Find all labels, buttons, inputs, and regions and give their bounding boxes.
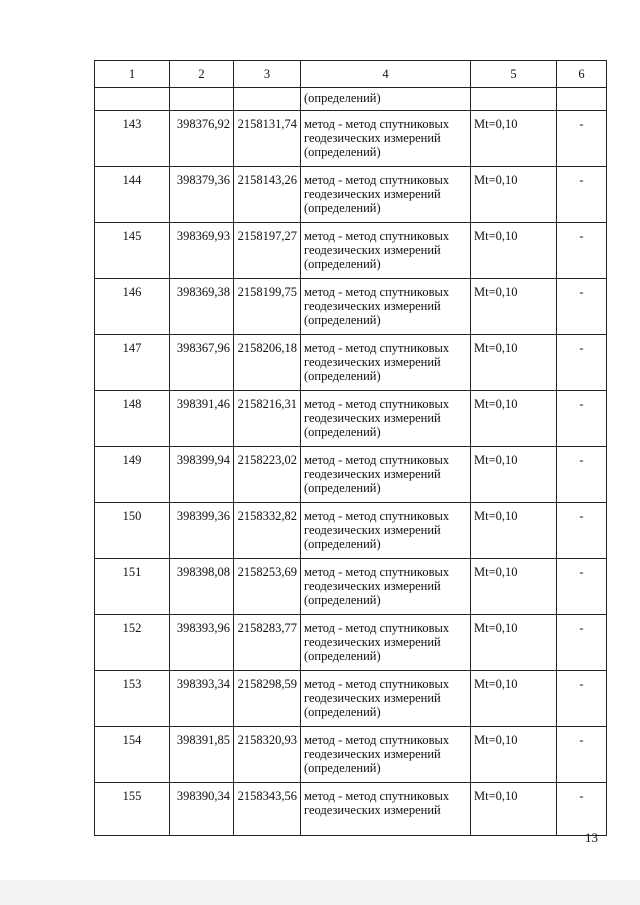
cell-method: метод - метод спутниковых геодезических измерений xyxy=(301,783,471,836)
table-row xyxy=(95,559,607,615)
table-row xyxy=(95,111,607,167)
cell-y: 2158206,18 xyxy=(234,335,301,391)
table-row xyxy=(95,783,607,836)
cell-note: - xyxy=(557,279,607,335)
cell-x: 398369,38 xyxy=(170,279,234,335)
cell-note xyxy=(557,88,607,111)
cell-method: метод - метод спутниковых геодезических измерений (определений) xyxy=(301,223,471,279)
cell-note: - xyxy=(557,223,607,279)
table-row xyxy=(95,727,607,783)
cell-point-number: 150 xyxy=(95,503,170,559)
cell-x: 398399,36 xyxy=(170,503,234,559)
cell-method: метод - метод спутниковых геодезических измерений (определений) xyxy=(301,615,471,671)
table-row xyxy=(95,335,607,391)
cell-note: - xyxy=(557,503,607,559)
cell-y: 2158216,31 xyxy=(234,391,301,447)
cell-note: - xyxy=(557,111,607,167)
cell-accuracy: Mt=0,10 xyxy=(471,671,557,727)
cell-x: 398398,08 xyxy=(170,559,234,615)
cell-note: - xyxy=(557,783,607,836)
cell-point-number: 148 xyxy=(95,391,170,447)
cell-y: 2158223,02 xyxy=(234,447,301,503)
table-header-row xyxy=(95,61,607,88)
header-cell-2: 2 xyxy=(170,61,234,88)
cell-note: - xyxy=(557,167,607,223)
table-row xyxy=(95,671,607,727)
table-row xyxy=(95,279,607,335)
cell-x: 398369,93 xyxy=(170,223,234,279)
table-row xyxy=(95,447,607,503)
cell-y: 2158343,56 xyxy=(234,783,301,836)
cell-method: метод - метод спутниковых геодезических измерений (определений) xyxy=(301,447,471,503)
cell-note: - xyxy=(557,447,607,503)
cell-point-number xyxy=(95,88,170,111)
cell-note: - xyxy=(557,615,607,671)
cell-x: 398379,36 xyxy=(170,167,234,223)
cell-method: (определений) xyxy=(301,88,471,111)
cell-x: 398391,85 xyxy=(170,727,234,783)
cell-accuracy: Mt=0,10 xyxy=(471,447,557,503)
cell-point-number: 153 xyxy=(95,671,170,727)
cell-method: метод - метод спутниковых геодезических измерений (определений) xyxy=(301,335,471,391)
cell-y: 2158298,59 xyxy=(234,671,301,727)
cell-accuracy: Mt=0,10 xyxy=(471,223,557,279)
cell-point-number: 152 xyxy=(95,615,170,671)
cell-note: - xyxy=(557,559,607,615)
cell-accuracy: Mt=0,10 xyxy=(471,727,557,783)
cell-method: метод - метод спутниковых геодезических измерений (определений) xyxy=(301,671,471,727)
page-number: 13 xyxy=(585,830,598,845)
cell-method: метод - метод спутниковых геодезических измерений (определений) xyxy=(301,503,471,559)
continuation-row xyxy=(95,88,607,111)
cell-method: метод - метод спутниковых геодезических измерений (определений) xyxy=(301,111,471,167)
table-row xyxy=(95,615,607,671)
cell-point-number: 154 xyxy=(95,727,170,783)
cell-x: 398376,92 xyxy=(170,111,234,167)
cell-method: метод - метод спутниковых геодезических измерений (определений) xyxy=(301,727,471,783)
cell-point-number: 146 xyxy=(95,279,170,335)
header-cell-4: 4 xyxy=(301,61,471,88)
cell-y: 2158253,69 xyxy=(234,559,301,615)
cell-note: - xyxy=(557,335,607,391)
cell-accuracy: Mt=0,10 xyxy=(471,559,557,615)
cell-x: 398367,96 xyxy=(170,335,234,391)
table-row xyxy=(95,167,607,223)
cell-x: 398391,46 xyxy=(170,391,234,447)
cell-y: 2158199,75 xyxy=(234,279,301,335)
cell-method: метод - метод спутниковых геодезических измерений (определений) xyxy=(301,559,471,615)
cell-accuracy: Mt=0,10 xyxy=(471,391,557,447)
cell-accuracy: Mt=0,10 xyxy=(471,783,557,836)
cell-accuracy: Mt=0,10 xyxy=(471,167,557,223)
cell-method: метод - метод спутниковых геодезических измерений (определений) xyxy=(301,279,471,335)
cell-y: 2158131,74 xyxy=(234,111,301,167)
cell-note: - xyxy=(557,727,607,783)
cell-point-number: 145 xyxy=(95,223,170,279)
cell-x: 398393,34 xyxy=(170,671,234,727)
cell-accuracy: Mt=0,10 xyxy=(471,111,557,167)
cell-point-number: 155 xyxy=(95,783,170,836)
cell-y xyxy=(234,88,301,111)
table-row xyxy=(95,391,607,447)
cell-y: 2158283,77 xyxy=(234,615,301,671)
cell-accuracy: Mt=0,10 xyxy=(471,335,557,391)
cell-y: 2158143,26 xyxy=(234,167,301,223)
cell-method: метод - метод спутниковых геодезических измерений (определений) xyxy=(301,391,471,447)
cell-x: 398390,34 xyxy=(170,783,234,836)
coordinates-table xyxy=(94,60,607,836)
header-cell-1: 1 xyxy=(95,61,170,88)
scan-bottom-edge xyxy=(0,880,640,905)
cell-note: - xyxy=(557,671,607,727)
cell-y: 2158197,27 xyxy=(234,223,301,279)
cell-accuracy: Mt=0,10 xyxy=(471,615,557,671)
cell-x: 398399,94 xyxy=(170,447,234,503)
cell-x xyxy=(170,88,234,111)
header-cell-5: 5 xyxy=(471,61,557,88)
cell-point-number: 144 xyxy=(95,167,170,223)
cell-accuracy: Mt=0,10 xyxy=(471,503,557,559)
cell-point-number: 149 xyxy=(95,447,170,503)
cell-x: 398393,96 xyxy=(170,615,234,671)
cell-method: метод - метод спутниковых геодезических измерений (определений) xyxy=(301,167,471,223)
header-cell-6: 6 xyxy=(557,61,607,88)
cell-accuracy xyxy=(471,88,557,111)
cell-y: 2158332,82 xyxy=(234,503,301,559)
header-cell-3: 3 xyxy=(234,61,301,88)
cell-point-number: 143 xyxy=(95,111,170,167)
table-row xyxy=(95,223,607,279)
cell-y: 2158320,93 xyxy=(234,727,301,783)
cell-point-number: 147 xyxy=(95,335,170,391)
cell-accuracy: Mt=0,10 xyxy=(471,279,557,335)
cell-note: - xyxy=(557,391,607,447)
table-row xyxy=(95,503,607,559)
cell-point-number: 151 xyxy=(95,559,170,615)
